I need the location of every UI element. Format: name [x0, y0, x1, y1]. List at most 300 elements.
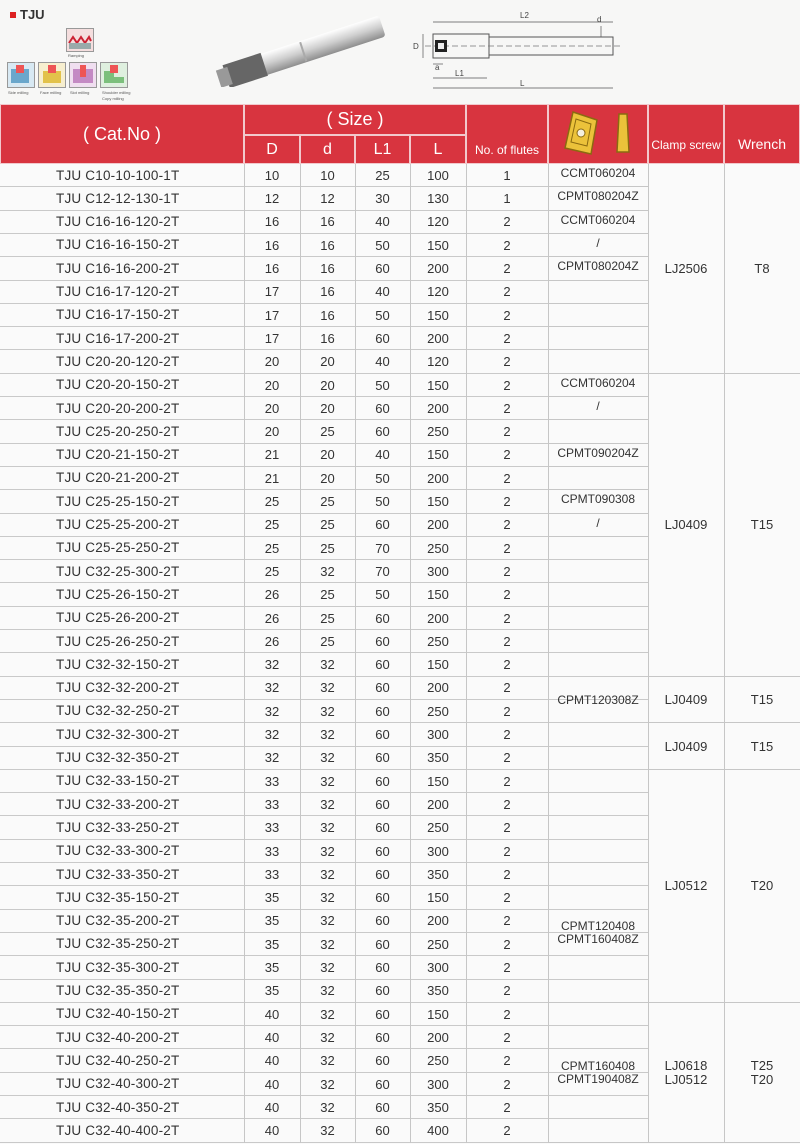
cell-l: 150	[427, 307, 449, 323]
cell-l: 200	[427, 330, 449, 346]
cell-d: 35	[264, 983, 280, 999]
cell-d: 25	[320, 610, 335, 626]
cell-l1: 60	[375, 773, 390, 789]
cell-d: 17	[264, 307, 280, 323]
cell-cat: TJU C32-32-300-2T	[56, 726, 180, 742]
cell-cat: TJU C16-16-120-2T	[56, 214, 180, 230]
header-L-text: L	[433, 140, 443, 158]
cell-l1: 60	[375, 1076, 390, 1092]
cell-d: 32	[320, 1099, 335, 1115]
cell-cat: TJU C32-40-150-2T	[56, 1006, 180, 1022]
cell-l: 300	[427, 1076, 449, 1092]
cell-l1: 60	[375, 796, 390, 812]
cell-d: 32	[320, 727, 335, 743]
cell-cat: TJU C32-40-200-2T	[56, 1029, 180, 1045]
side-milling-icon	[7, 62, 35, 88]
cell-d: 12	[264, 191, 280, 207]
cell-flutes: 2	[503, 1123, 511, 1139]
cell-l1: 60	[375, 960, 390, 976]
clamp-screw-cell: LJ0409	[664, 517, 708, 533]
cell-l: 300	[427, 727, 449, 743]
cell-l1: 60	[375, 750, 390, 766]
cell-d: 32	[320, 866, 335, 882]
column-divider	[724, 164, 725, 1143]
insert-cell	[548, 467, 648, 490]
cell-cat: TJU C25-25-250-2T	[56, 540, 180, 556]
cell-d: 40	[264, 1099, 280, 1115]
cell-d: 20	[320, 400, 335, 416]
drawing-label-l: L	[520, 79, 525, 88]
header-cat-no-text: ( Cat.No )	[82, 123, 161, 144]
cell-flutes: 2	[503, 1029, 511, 1045]
wrench-cell: T8	[754, 261, 770, 277]
icon-caption-copy: Copy milling	[102, 96, 124, 101]
cell-d: 32	[320, 890, 335, 906]
cell-flutes: 2	[503, 354, 511, 370]
cell-cat: TJU C10-10-100-1T	[56, 167, 180, 183]
cell-d: 32	[320, 843, 335, 859]
cell-d: 17	[264, 330, 280, 346]
cell-l: 120	[427, 354, 449, 370]
cell-flutes: 2	[503, 587, 511, 603]
cell-d: 25	[320, 540, 335, 556]
cell-d: 32	[320, 563, 335, 579]
cell-l1: 60	[375, 820, 390, 836]
insert-cell: CCMT060204	[560, 166, 636, 180]
cell-flutes: 2	[503, 284, 511, 300]
cell-l1: 60	[375, 843, 390, 859]
cell-d: 32	[264, 680, 280, 696]
cell-l: 350	[427, 866, 449, 882]
insert-cell: CPMT120408 CPMT160408Z	[557, 919, 639, 946]
cell-cat: TJU C32-32-150-2T	[56, 656, 180, 672]
cell-d: 25	[320, 494, 335, 510]
cell-d: 32	[320, 750, 335, 766]
cell-cat: TJU C25-26-250-2T	[56, 633, 180, 649]
cell-l1: 60	[375, 1123, 390, 1139]
insert-cell: CCMT060204	[560, 212, 636, 227]
cell-l: 200	[427, 400, 449, 416]
cell-flutes: 2	[503, 470, 511, 486]
cell-l: 250	[427, 424, 449, 440]
cell-d: 40	[264, 1029, 280, 1045]
cell-d: 33	[264, 796, 280, 812]
cell-d: 32	[320, 773, 335, 789]
cell-d: 25	[264, 494, 280, 510]
cell-d: 35	[264, 936, 280, 952]
cell-l: 150	[427, 237, 449, 253]
cell-cat: TJU C32-32-200-2T	[56, 680, 180, 696]
cell-d: 20	[320, 377, 335, 393]
drawing-label-d-small: d	[597, 15, 602, 24]
cell-flutes: 2	[503, 494, 511, 510]
cell-l: 150	[427, 447, 449, 463]
cell-l1: 60	[375, 1029, 390, 1045]
cell-flutes: 2	[503, 843, 511, 859]
cell-cat: TJU C16-17-120-2T	[56, 284, 180, 300]
column-divider	[410, 164, 411, 1143]
header-cat-no	[0, 104, 244, 164]
cell-d: 20	[320, 470, 335, 486]
cell-d: 20	[264, 377, 280, 393]
cell-cat: TJU C16-16-150-2T	[56, 237, 180, 253]
cell-d: 16	[320, 214, 335, 230]
cell-d: 32	[264, 727, 280, 743]
cell-cat: TJU C32-40-400-2T	[56, 1122, 180, 1138]
cell-l1: 50	[375, 470, 390, 486]
cell-d: 32	[320, 796, 335, 812]
wrench-cell: T25 T20	[750, 1058, 774, 1087]
header-size	[244, 104, 466, 135]
cell-cat: TJU C20-20-120-2T	[56, 353, 180, 369]
cell-l1: 60	[375, 866, 390, 882]
cell-d: 40	[264, 1123, 280, 1139]
cell-l1: 40	[375, 214, 390, 230]
cell-flutes: 2	[503, 214, 511, 230]
brand-square-icon	[10, 12, 16, 18]
column-divider	[355, 164, 356, 1143]
cell-flutes: 2	[503, 517, 511, 533]
cell-d: 25	[320, 633, 335, 649]
cell-l1: 25	[375, 167, 390, 183]
cell-l: 150	[427, 494, 449, 510]
cell-d: 16	[320, 237, 335, 253]
cell-l: 200	[427, 796, 449, 812]
cell-l1: 50	[375, 587, 390, 603]
cell-l1: 40	[375, 447, 390, 463]
header-d	[300, 135, 355, 164]
cell-l1: 50	[375, 494, 390, 510]
cell-d: 32	[320, 703, 335, 719]
cell-l1: 60	[375, 1099, 390, 1115]
cell-d: 16	[320, 330, 335, 346]
cell-cat: TJU C32-35-200-2T	[56, 913, 180, 929]
cell-d: 16	[264, 261, 280, 277]
cell-cat: TJU C32-40-250-2T	[56, 1052, 180, 1068]
cell-cat: TJU C32-35-300-2T	[56, 959, 180, 975]
insert-cell: /	[596, 399, 600, 413]
column-divider	[466, 164, 467, 1143]
cell-l: 250	[427, 1053, 449, 1069]
cell-l1: 70	[375, 563, 390, 579]
cell-d: 20	[264, 424, 280, 440]
cell-flutes: 2	[503, 890, 511, 906]
cell-l1: 40	[375, 354, 390, 370]
cell-l1: 60	[375, 657, 390, 673]
cell-flutes: 2	[503, 796, 511, 812]
cell-l: 200	[427, 261, 449, 277]
header-wrench-text: Wrench	[738, 136, 786, 152]
cell-flutes: 2	[503, 400, 511, 416]
cell-d: 17	[264, 284, 280, 300]
cell-l1: 50	[375, 377, 390, 393]
header-size-text: ( Size )	[326, 109, 384, 129]
cell-d: 32	[320, 820, 335, 836]
cell-d: 25	[320, 424, 335, 440]
cell-d: 32	[320, 680, 335, 696]
cell-flutes: 2	[503, 960, 511, 976]
catalog-header	[0, 0, 800, 104]
cell-cat: TJU C32-33-150-2T	[56, 773, 180, 789]
cell-l1: 60	[375, 400, 390, 416]
cell-d: 20	[320, 447, 335, 463]
cell-l: 250	[427, 540, 449, 556]
cell-cat: TJU C32-25-300-2T	[56, 563, 180, 579]
cell-l: 250	[427, 936, 449, 952]
header-flutes-text: No. of flutes	[474, 143, 540, 157]
cell-d: 25	[264, 563, 280, 579]
header-L1-text: L1	[373, 140, 392, 158]
cell-cat: TJU C32-33-350-2T	[56, 866, 180, 882]
cell-flutes: 2	[503, 680, 511, 696]
icon-caption-face: Face milling	[40, 90, 62, 95]
cell-d: 33	[264, 866, 280, 882]
cell-cat: TJU C12-12-130-1T	[56, 190, 180, 206]
cell-cat: TJU C16-17-200-2T	[56, 330, 180, 346]
cell-flutes: 1	[503, 191, 511, 207]
cell-d: 20	[264, 400, 280, 416]
column-divider	[244, 164, 245, 1143]
clamp-screw-cell: LJ0409	[664, 738, 708, 754]
drawing-label-l2: L2	[520, 11, 529, 20]
cell-l1: 60	[375, 633, 390, 649]
cell-flutes: 2	[503, 820, 511, 836]
cell-l1: 60	[375, 890, 390, 906]
cell-d: 10	[264, 167, 280, 183]
cell-flutes: 2	[503, 983, 511, 999]
cell-l1: 60	[375, 703, 390, 719]
wrench-cell: T15	[750, 738, 774, 754]
cell-d: 20	[264, 354, 280, 370]
icon-caption-slot: Slot milling	[70, 90, 90, 95]
cell-l: 100	[427, 167, 449, 183]
cell-d: 33	[264, 820, 280, 836]
cell-l: 250	[427, 633, 449, 649]
insert-cell: CPMT080204Z	[557, 189, 639, 204]
cell-cat: TJU C32-40-300-2T	[56, 1076, 180, 1092]
cell-cat: TJU C16-16-200-2T	[56, 260, 180, 276]
icon-caption-shoulder: Shoulder milling	[102, 90, 131, 95]
cell-cat: TJU C32-33-300-2T	[56, 843, 180, 859]
cell-cat: TJU C32-35-250-2T	[56, 936, 180, 952]
cell-d: 40	[264, 1006, 280, 1022]
cell-l: 200	[427, 913, 449, 929]
cell-l: 150	[427, 1006, 449, 1022]
insert-cell: CPMT120308Z	[557, 692, 639, 707]
wrench-cell: T15	[750, 517, 774, 533]
insert-cell: /	[596, 515, 600, 530]
cell-d: 35	[264, 913, 280, 929]
cell-l1: 60	[375, 1006, 390, 1022]
cell-d: 25	[264, 540, 280, 556]
face-milling-icon	[38, 62, 66, 88]
clamp-screw-cell: LJ0618 LJ0512	[664, 1058, 708, 1087]
cell-cat: TJU C20-21-150-2T	[56, 447, 180, 463]
cell-d: 32	[264, 750, 280, 766]
cell-l: 250	[427, 703, 449, 719]
clamp-screw-cell: LJ2506	[664, 261, 708, 277]
cell-cat: TJU C32-35-150-2T	[56, 889, 180, 905]
cell-l1: 60	[375, 913, 390, 929]
clamp-screw-cell: LJ0512	[664, 878, 708, 894]
cell-d: 16	[264, 237, 280, 253]
cell-l1: 60	[375, 610, 390, 626]
cell-d: 10	[320, 167, 335, 183]
cell-l1: 50	[375, 307, 390, 323]
cell-flutes: 2	[503, 377, 511, 393]
cell-l: 130	[427, 191, 449, 207]
insert-cell	[548, 327, 648, 350]
cell-l1: 40	[375, 284, 390, 300]
cell-l1: 60	[375, 330, 390, 346]
cell-l: 200	[427, 517, 449, 533]
cell-d: 33	[264, 843, 280, 859]
cell-d: 35	[264, 890, 280, 906]
cell-cat: TJU C32-33-200-2T	[56, 796, 180, 812]
cell-flutes: 2	[503, 424, 511, 440]
cell-d: 16	[320, 261, 335, 277]
cell-l: 150	[427, 773, 449, 789]
cell-d: 32	[320, 936, 335, 952]
cell-l1: 50	[375, 237, 390, 253]
cell-d: 35	[264, 960, 280, 976]
cell-flutes: 2	[503, 540, 511, 556]
cell-cat: TJU C25-25-200-2T	[56, 517, 180, 533]
cell-d: 21	[264, 447, 280, 463]
cell-flutes: 2	[503, 727, 511, 743]
header-D-text: D	[266, 140, 278, 158]
clamp-screw-cell: LJ0409	[664, 692, 708, 708]
header-d-text: d	[323, 140, 332, 158]
cell-d: 32	[320, 657, 335, 673]
cell-cat: TJU C25-26-150-2T	[56, 586, 180, 602]
icon-caption-ramping: Ramping	[68, 53, 85, 58]
header-L	[410, 135, 466, 164]
cell-d: 26	[264, 633, 280, 649]
cell-cat: TJU C32-35-350-2T	[56, 983, 180, 999]
insert-cell: CPMT090204Z	[557, 445, 639, 460]
cell-flutes: 2	[503, 936, 511, 952]
cell-flutes: 2	[503, 261, 511, 277]
cell-flutes: 2	[503, 866, 511, 882]
insert-cell: CCMT060204	[560, 375, 636, 390]
header-insert	[548, 104, 648, 164]
cell-l: 350	[427, 983, 449, 999]
cell-l: 400	[427, 1123, 449, 1139]
icon-caption-side: Side milling	[8, 90, 29, 95]
cell-cat: TJU C16-17-150-2T	[56, 307, 180, 323]
end-mill-photo	[212, 15, 390, 87]
insert-cell: /	[596, 235, 600, 250]
insert-cell	[548, 420, 648, 443]
cell-cat: TJU C25-26-200-2T	[56, 610, 180, 626]
cell-l1: 60	[375, 1053, 390, 1069]
cell-l: 120	[427, 284, 449, 300]
cell-l: 350	[427, 750, 449, 766]
drawing-label-a: a	[435, 63, 440, 72]
cell-flutes: 2	[503, 237, 511, 253]
insert-cell: CPMT160408 CPMT190408Z	[557, 1059, 639, 1086]
cell-l: 300	[427, 563, 449, 579]
cell-flutes: 2	[503, 610, 511, 626]
cell-d: 16	[264, 214, 280, 230]
cell-d: 32	[264, 703, 280, 719]
shoulder-milling-icon	[100, 62, 128, 88]
header-wrench	[724, 104, 800, 164]
header-clamp-screw-text: Clamp screw	[651, 138, 721, 152]
cell-d: 26	[264, 610, 280, 626]
cell-d: 32	[320, 1123, 335, 1139]
cell-d: 32	[320, 1053, 335, 1069]
cell-l1: 60	[375, 261, 390, 277]
cell-d: 26	[264, 587, 280, 603]
cell-flutes: 2	[503, 773, 511, 789]
cell-d: 40	[264, 1076, 280, 1092]
insert-divider	[548, 1142, 648, 1143]
cell-cat: TJU C32-32-350-2T	[56, 750, 180, 766]
cell-d: 32	[320, 960, 335, 976]
column-divider	[548, 164, 549, 1143]
header-D	[244, 135, 300, 164]
wrench-cell: T15	[750, 692, 774, 708]
cell-d: 12	[320, 191, 335, 207]
insert-diagram-icon	[553, 108, 643, 160]
header-flutes	[466, 104, 548, 164]
cell-l1: 30	[375, 191, 390, 207]
cell-flutes: 2	[503, 1076, 511, 1092]
cell-l: 200	[427, 610, 449, 626]
cell-flutes: 2	[503, 307, 511, 323]
cell-l1: 60	[375, 680, 390, 696]
spec-table	[0, 104, 800, 1144]
cell-d: 20	[320, 354, 335, 370]
insert-cell	[548, 304, 648, 327]
cell-l: 150	[427, 657, 449, 673]
cell-flutes: 2	[503, 703, 511, 719]
cell-d: 16	[320, 284, 335, 300]
column-divider	[300, 164, 301, 1143]
cell-flutes: 1	[503, 167, 511, 183]
header-L1	[355, 135, 410, 164]
wrench-cell: T20	[750, 878, 774, 894]
cell-flutes: 2	[503, 1053, 511, 1069]
cell-l1: 60	[375, 936, 390, 952]
header-clamp-screw	[648, 104, 724, 164]
ramping-icon	[66, 28, 94, 52]
cell-d: 33	[264, 773, 280, 789]
insert-cell: CPMT080204Z	[557, 259, 639, 274]
cell-flutes: 2	[503, 1006, 511, 1022]
cell-d: 21	[264, 470, 280, 486]
insert-cell: CPMT090308	[560, 492, 636, 507]
cell-cat: TJU C32-33-250-2T	[56, 819, 180, 835]
cell-l: 300	[427, 960, 449, 976]
cell-d: 32	[320, 1029, 335, 1045]
insert-cell	[548, 281, 648, 304]
cell-l: 200	[427, 470, 449, 486]
cell-d: 25	[320, 517, 335, 533]
drawing-label-d-big: D	[413, 42, 419, 51]
cell-d: 16	[320, 307, 335, 323]
cell-d: 32	[264, 657, 280, 673]
cell-flutes: 2	[503, 750, 511, 766]
cell-cat: TJU C20-20-200-2T	[56, 400, 180, 416]
brand-label	[10, 7, 45, 22]
cell-flutes: 2	[503, 633, 511, 649]
cell-l: 300	[427, 843, 449, 859]
cell-l: 350	[427, 1099, 449, 1115]
cell-l: 250	[427, 820, 449, 836]
